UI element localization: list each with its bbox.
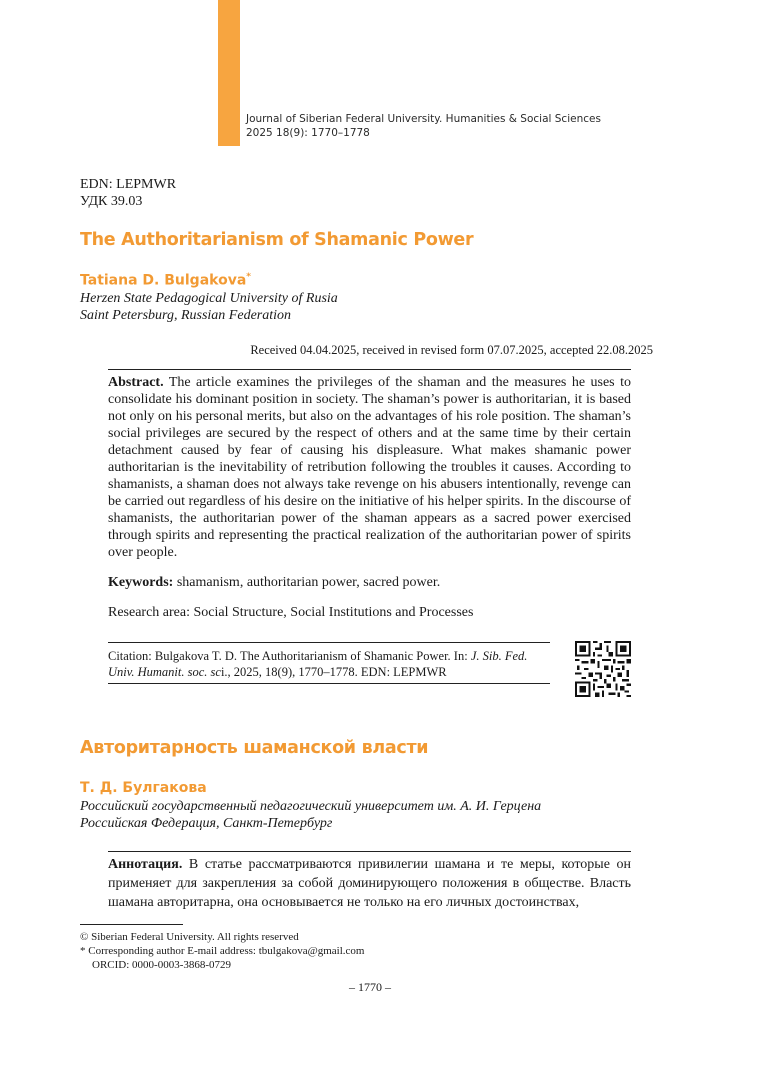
keywords-label: Keywords: xyxy=(108,575,174,590)
abstract-paragraph xyxy=(108,374,631,561)
citation-journal: J. Sib. Fed. Univ. Humanit. soc. sc xyxy=(108,649,528,679)
affiliation-en-location: Saint Petersburg, Russian Federation xyxy=(80,308,292,323)
citation-prefix: Citation: Bulgakova T. D. The Authoritarianism of Shamanic Power. In: xyxy=(108,649,471,663)
orcid-note: ORCID: 0000-0003-3868-0729 xyxy=(92,959,232,971)
research-area: Research area: Social Structure, Social Institutions and Processes xyxy=(108,605,474,620)
corresponding-author-note: * Corresponding author E-mail address: tbulgakova@gmail.com xyxy=(80,945,365,957)
author-name-ru: Т. Д. Булгакова xyxy=(80,780,207,796)
keywords-text: shamanism, authoritarian power, sacred power. xyxy=(173,575,441,590)
page-number: – 1770 – xyxy=(349,980,391,994)
article-identifiers xyxy=(80,176,176,210)
annotation-label: Аннотация. xyxy=(108,857,183,872)
affiliation-ru-university: Российский государственный педагогический университет им. А. И. Герцена xyxy=(80,799,542,814)
author-name-en-text: Tatiana D. Bulgakova xyxy=(80,272,247,289)
journal-volume: 2025 18(9): 1770–1778 xyxy=(246,127,370,139)
citation-bottom-divider xyxy=(108,683,550,684)
footnotes xyxy=(80,930,364,972)
annotation-text: В статье рассматриваются привилегии шамана и те меры, которые он применяет для закрепления за собой доминирующего положения в обществе. Власть шамана авторитарна, она основывается не только на его личных достоинствах, xyxy=(108,857,631,910)
affiliation-en-university: Herzen State Pedagogical University of Rusia xyxy=(80,291,338,306)
keywords-line xyxy=(108,575,631,591)
author-asterisk: * xyxy=(246,272,251,282)
article-title-ru: Авторитарность шаманской власти xyxy=(80,738,429,758)
footnote-divider xyxy=(80,924,183,925)
abstract-text: The article examines the privileges of the shaman and the measures he uses to consolidate his dominant position in society. The shaman’s power is authoritarian, it is based not only on his personal merits, but also on the advantages of his role position. The shaman’s social privileges are secured by the respect of others and at the same time by their certain detachment caused by fear of causing his displeasure. What makes shamanic power authoritarian is the inevitability of retribution following the troubles it causes. According to shamanists, a shaman does not always take revenge on his abusers intentionally, revenge can be carried out regardless of his desire on the initiative of his helper spirits. In the discourse of shamanists, the authoritarian power of the shaman appears as a sacred power exercised through spirits and representing the practical realization of the authoritarian power of spirits over people. xyxy=(108,375,631,560)
journal-accent-bar xyxy=(218,0,240,146)
article-title-en: The Authoritarianism of Shamanic Power xyxy=(80,230,474,250)
author-name-en xyxy=(80,272,251,289)
journal-name: Journal of Siberian Federal University. Humanities & Social Sciences xyxy=(246,113,601,125)
affiliation-ru xyxy=(80,798,541,832)
affiliation-ru-location: Российская Федерация, Санкт-Петербург xyxy=(80,816,333,831)
affiliation-en xyxy=(80,290,338,324)
citation-top-divider xyxy=(108,642,550,643)
annotation-paragraph xyxy=(108,855,631,912)
annotation-top-divider xyxy=(108,851,631,852)
udk-code: УДК 39.03 xyxy=(80,194,143,209)
edn-code: EDN: LEPMWR xyxy=(80,177,177,192)
citation-suffix: i., 2025, 18(9), 1770–1778. EDN: LEPMWR xyxy=(220,665,447,679)
received-dates: Received 04.04.2025, received in revised form 07.07.2025, accepted 22.08.2025 xyxy=(250,343,653,357)
qr-code-icon xyxy=(575,641,631,697)
abstract-top-divider xyxy=(108,369,631,370)
journal-header xyxy=(246,112,601,140)
citation-block xyxy=(108,648,550,680)
abstract-label: Abstract. xyxy=(108,375,164,390)
copyright-note: © Siberian Federal University. All rights reserved xyxy=(80,931,299,943)
